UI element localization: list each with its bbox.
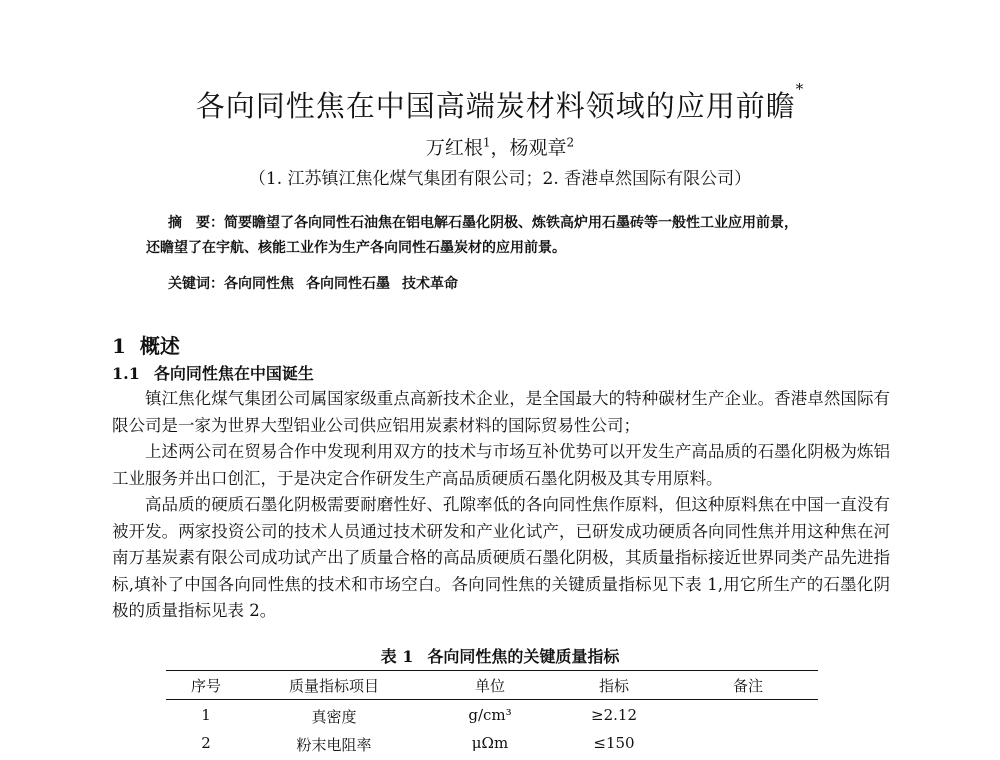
table-header-cell: 单位 [474, 677, 506, 695]
table-cell: 1 [201, 706, 211, 724]
table-header-cell: 序号 [190, 677, 222, 695]
section-heading [112, 330, 180, 359]
table-cell: ≥2.12 [591, 706, 637, 724]
table-header-cell: 质量指标项目 [288, 677, 380, 695]
paper-title [0, 80, 1000, 125]
table-top-rule [166, 670, 818, 671]
table-header-cell: 备注 [732, 677, 764, 695]
keyword: 技术革命 [402, 276, 458, 292]
title-footnote-mark: * [795, 80, 805, 98]
paragraph: 镇江焦化煤气集团公司属国家级重点高新技术企业，是全国最大的特种碳材生产企业。香港卓然国际有限公司是一家为世界大型铝业公司供应铝用炭素材料的国际贸易性公司； [112, 389, 890, 435]
author-name: 杨观章 [509, 137, 567, 159]
keywords-label: 关键词： [168, 276, 224, 292]
abstract-line-1 [146, 211, 866, 236]
table-caption [0, 644, 1000, 667]
table-cell: 2 [201, 734, 211, 752]
subsection-title: 各向同性焦在中国诞生 [153, 364, 314, 383]
abstract [146, 211, 866, 261]
author-line [0, 133, 1000, 160]
table-cell: g/cm³ [468, 706, 512, 724]
abstract-label: 摘 要： [168, 215, 224, 231]
body-text [112, 386, 890, 625]
abstract-text-2: 还瞻望了在宇航、核能工业作为生产各向同性石墨炭材的应用前景。 [146, 240, 566, 256]
table-cell: ≤150 [593, 734, 635, 752]
author-name: 万红根 [425, 137, 483, 159]
section-number: 1 [112, 334, 126, 358]
table-header-cell: 指标 [598, 677, 630, 695]
author-affil-mark: 2 [566, 135, 575, 150]
subsection-number: 1.1 [112, 364, 140, 383]
section-title: 概述 [139, 334, 180, 358]
table-cell: 真密度 [311, 708, 357, 726]
table-number: 表 1 [380, 647, 414, 666]
table-cell: μΩm [471, 734, 509, 752]
abstract-text-1: 简要瞻望了各向同性石油焦在铝电解石墨化阴极、炼铁高炉用石墨砖等一般性工业应用前景， [224, 215, 798, 231]
subsection-heading [112, 361, 314, 384]
author-affil-mark: 1 [482, 135, 491, 150]
keyword: 各向同性焦 [224, 276, 294, 292]
keyword: 各向同性石墨 [306, 276, 390, 292]
table-cell: 粉末电阻率 [296, 736, 372, 754]
keywords [168, 273, 470, 293]
paragraph: 高品质的硬质石墨化阴极需要耐磨性好、孔隙率低的各向同性焦作原料，但这种原料焦在中国一直没有被开发。两家投资公司的技术人员通过技术研发和产业化试产，已研发成功硬质各向同性焦并用这种焦在河南万基炭素有限公司成功试产出了质量合格的高品质硬质石墨化阴极，其质量指标接近世界同类产品先进指标,填补了中国各向同性焦的技术和市场空白。各向同性焦的关键质量指标见下表 1,用它所生产的石墨化阴极的质量指标见表 2。 [112, 495, 890, 620]
paragraph: 上述两公司在贸易合作中发现利用双方的技术与市场互补优势可以开发生产高品质的石墨化阴极为炼铝工业服务并出口创汇，于是决定合作研发生产高品质硬质石墨化阴极及其专用原料。 [112, 442, 890, 488]
author-separator: ， [490, 137, 510, 159]
table-header-rule [166, 699, 818, 700]
affiliations: （1. 江苏镇江焦化煤气集团有限公司；2. 香港卓然国际有限公司） [248, 169, 752, 189]
table-caption-text: 各向同性焦的关键质量指标 [427, 647, 620, 666]
title-text: 各向同性焦在中国高端炭材料领域的应用前瞻 [195, 89, 796, 123]
